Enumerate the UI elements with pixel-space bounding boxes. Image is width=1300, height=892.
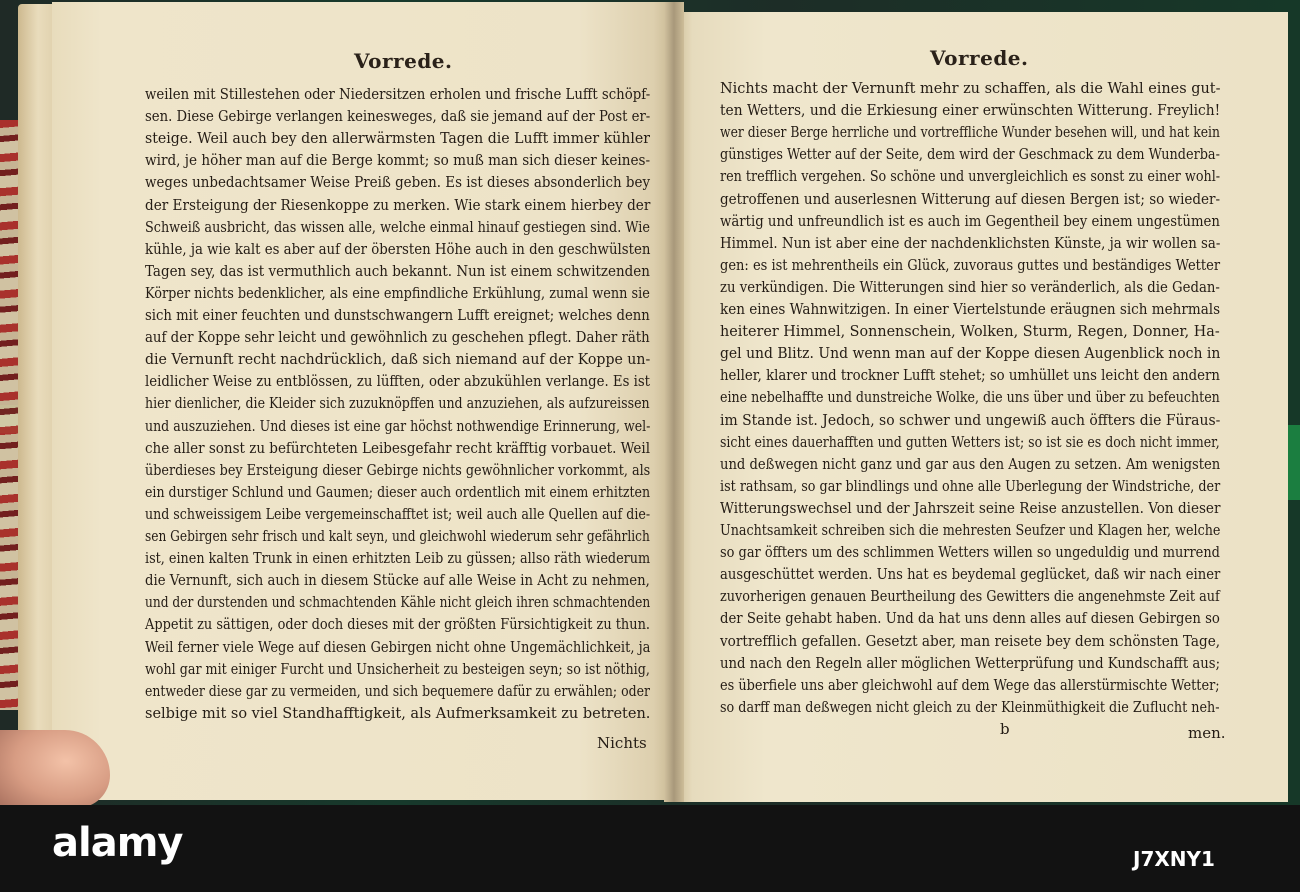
left-page-catchword: Nichts <box>597 734 647 752</box>
text-line: und schweissigem Leibe vergemeinschafftet ist; weil auch alle Quellen auf die- <box>145 506 651 523</box>
text-line: die Vernunft recht nachdrücklich, daß sich niemand auf der Koppe un- <box>145 352 651 369</box>
text-line: heiterer Himmel, Sonnenschein, Wolken, Sturm, Regen, Donner, Ha- <box>720 324 1220 341</box>
text-line: Schweiß ausbricht, das wissen alle, welche einmal hinauf gestiegen sind. Wie <box>145 219 650 236</box>
left-page-header: Vorrede. <box>354 49 453 73</box>
text-line: und auszuziehen. Und dieses ist eine gar höchst nothwendige Erinnerung, wel- <box>145 418 651 435</box>
text-line: gen: es ist mehrentheils ein Glück, zuvoraus guttes und beständiges Wetter <box>720 257 1221 274</box>
text-line: so darff man deßwegen nicht gleich zu der Kleinmüthigkeit die Zuflucht neh- <box>720 699 1220 716</box>
text-line: und nach den Regeln aller möglichen Wetterprüfung und Kundschafft aus; <box>720 655 1221 672</box>
book-gutter <box>664 2 684 802</box>
text-line: zu verkündigen. Die Witterungen sind hier so veränderlich, als die Gedan- <box>720 279 1220 296</box>
text-line: ist rathsam, so gar blindlings und ohne alle Uberlegung der Windstriche, der <box>720 478 1221 495</box>
text-line: weges unbedachtsamer Weise Preiß geben. Es ist dieses absonderlich bey <box>145 175 651 192</box>
text-line: selbige mit so viel Standhafftigkeit, als Aufmerksamkeit zu betreten. <box>145 705 651 722</box>
text-line: wird, je höher man auf die Berge kommt; so muß man sich dieser keines- <box>145 153 651 170</box>
right-page-signature-mark: b <box>1000 720 1010 738</box>
text-line: Weil ferner viele Wege auf diesen Gebirgen nicht ohne Ungemächlichkeit, ja <box>145 639 651 656</box>
text-line: che aller sonst zu befürchteten Leibesgefahr recht kräfftig vorbauet. Weil <box>145 440 651 457</box>
text-line: Unachtsamkeit schreiben sich die mehresten Seufzer und Klagen her, welche <box>720 523 1221 539</box>
text-line: die Vernunft, sich auch in diesem Stücke auf alle Weise in Acht zu nehmen, <box>145 573 650 590</box>
text-line: Nichts macht der Vernunft mehr zu schaffen, als die Wahl eines gut- <box>720 81 1221 97</box>
text-line: ausgeschüttet werden. Uns hat es beydemal geglücket, daß wir nach einer <box>720 567 1221 584</box>
right-page-catchword: men. <box>1188 724 1226 742</box>
text-line: und der durstenden und schmachtenden Kähle nicht gleich ihren schmachtenden <box>145 595 651 612</box>
text-line: so gar öffters um des schlimmen Wetters willen so ungeduldig und murrend <box>720 545 1220 562</box>
text-line: vortrefflich gefallen. Gesetzt aber, man reisete bey dem schönsten Tage, <box>720 633 1221 650</box>
text-line: getroffenen und auserlesnen Witterung auf diesen Bergen ist; so wieder- <box>720 191 1221 208</box>
text-line: wer dieser Berge herrliche und vortreffliche Wunder besehen will, und hat kein <box>720 125 1220 142</box>
text-line: gel und Blitz. Und wenn man auf der Koppe diesen Augenblick noch in <box>720 346 1221 363</box>
text-line: weilen mit Stillestehen oder Niedersitzen erholen und frische Lufft schöpf- <box>145 87 651 103</box>
text-line: wärtig und unfreundlich ist es auch im Gegentheil bey einem ungestümen <box>720 213 1220 230</box>
text-line: ten Wetters, und die Erkiesung einer erwünschten Witterung. Freylich! <box>720 103 1221 120</box>
text-line: Körper nichts bedenklicher, als eine empfindliche Erkühlung, zumal wenn sie <box>145 285 650 302</box>
text-line: der Seite gehabt haben. Und da hat uns denn alles auf diesen Gebirgen so <box>720 611 1220 628</box>
text-line: sen. Diese Gebirge verlangen keinesweges, daß sie jemand auf der Post er- <box>145 109 651 126</box>
text-line: Witterungswechsel und der Jahrszeit seine Reise anzustellen. Von dieser <box>720 500 1221 517</box>
watermark-bar <box>0 805 1300 892</box>
text-line: im Stande ist. Jedoch, so schwer und ungewiß auch öffters die Füraus- <box>720 412 1221 429</box>
text-line: ren trefflich vergehen. So schöne und unvergleichlich es sonst zu einer wohl- <box>720 169 1221 186</box>
text-line: sicht eines dauerhafften und gutten Wetters ist; so ist sie es doch nicht immer, <box>720 434 1220 451</box>
text-line: zuvorherigen genauen Beurtheilung des Gewitters die angenehmste Zeit auf <box>720 589 1220 606</box>
text-line: ist, einen kalten Trunk in einen erhitzten Leib zu güssen; allso räth wiederum <box>145 551 651 568</box>
text-line: Himmel. Nun ist aber eine der nachdenklichsten Künste, ja wir wollen sa- <box>720 235 1221 252</box>
text-line: hier dienlicher, die Kleider sich zuzuknöpffen und anzuziehen, als aufzureissen <box>145 396 650 413</box>
text-line: leidlicher Weise zu entblössen, zu lüfften, oder abzukühlen verlange. Es ist <box>145 374 651 391</box>
text-line: kühle, ja wie kalt es aber auf der öbersten Höhe auch in den geschwülsten <box>145 241 651 258</box>
text-line: der Ersteigung der Riesenkoppe zu merken. Wie stark einem hierbey der <box>145 197 651 214</box>
text-line: sen Gebirgen sehr frisch und kalt seyn, und gleichwohl wiederum sehr gefährlich <box>145 529 650 545</box>
text-line: eine nebelhaffte und dunstreiche Wolke, die uns über und über zu befeuchten <box>720 390 1220 407</box>
text-line: steige. Weil auch bey den allerwärmsten Tagen die Lufft immer kühler <box>145 131 650 148</box>
text-line: und deßwegen nicht ganz und gar aus den Augen zu setzen. Am wenigsten <box>720 456 1221 473</box>
text-line: es überfiele uns aber gleichwohl auf dem Wege das allerstürmischte Wetter; <box>720 677 1220 694</box>
text-line: wohl gar mit einiger Furcht und Unsicherheit zu besteigen seyn; so ist nöthig, <box>145 661 650 678</box>
text-line: auf der Koppe sehr leicht und gewöhnlich zu geschehen pflegt. Daher räth <box>145 330 650 347</box>
text-line: überdieses bey Ersteigung dieser Gebirge nichts gewöhnlicher vorkommt, als <box>145 462 651 479</box>
text-line: ein durstiger Schlund und Gaumen; dieser auch ordentlich mit einem erhitzten <box>145 484 651 501</box>
watermark-image-id: J7XNY1 <box>1133 847 1215 871</box>
right-page-header: Vorrede. <box>930 46 1029 70</box>
text-line: entweder diese gar zu vermeiden, und sich bequemere dafür zu erwählen; oder <box>145 683 650 700</box>
text-line: Tagen sey, das ist vermuthlich auch bekannt. Nun ist einem schwitzenden <box>145 263 650 280</box>
text-line: Appetit zu sättigen, oder doch dieses mit der größten Fürsichtigkeit zu thun. <box>145 617 650 634</box>
text-line: günstiges Wetter auf der Seite, dem wird der Geschmack zu dem Wunderba- <box>720 147 1220 164</box>
text-line: heller, klarer und trockner Lufft stehet; so umhüllet uns leicht den andern <box>720 368 1220 385</box>
text-line: sich mit einer feuchten und dunstschwangern Lufft ereignet; welches denn <box>145 308 650 324</box>
text-line: ken eines Wahnwitzigen. In einer Viertelstunde eräugnen sich mehrmals <box>720 302 1221 318</box>
thumb <box>0 730 110 808</box>
watermark-logo: alamy <box>52 820 183 866</box>
background-strip-right <box>1288 425 1300 500</box>
